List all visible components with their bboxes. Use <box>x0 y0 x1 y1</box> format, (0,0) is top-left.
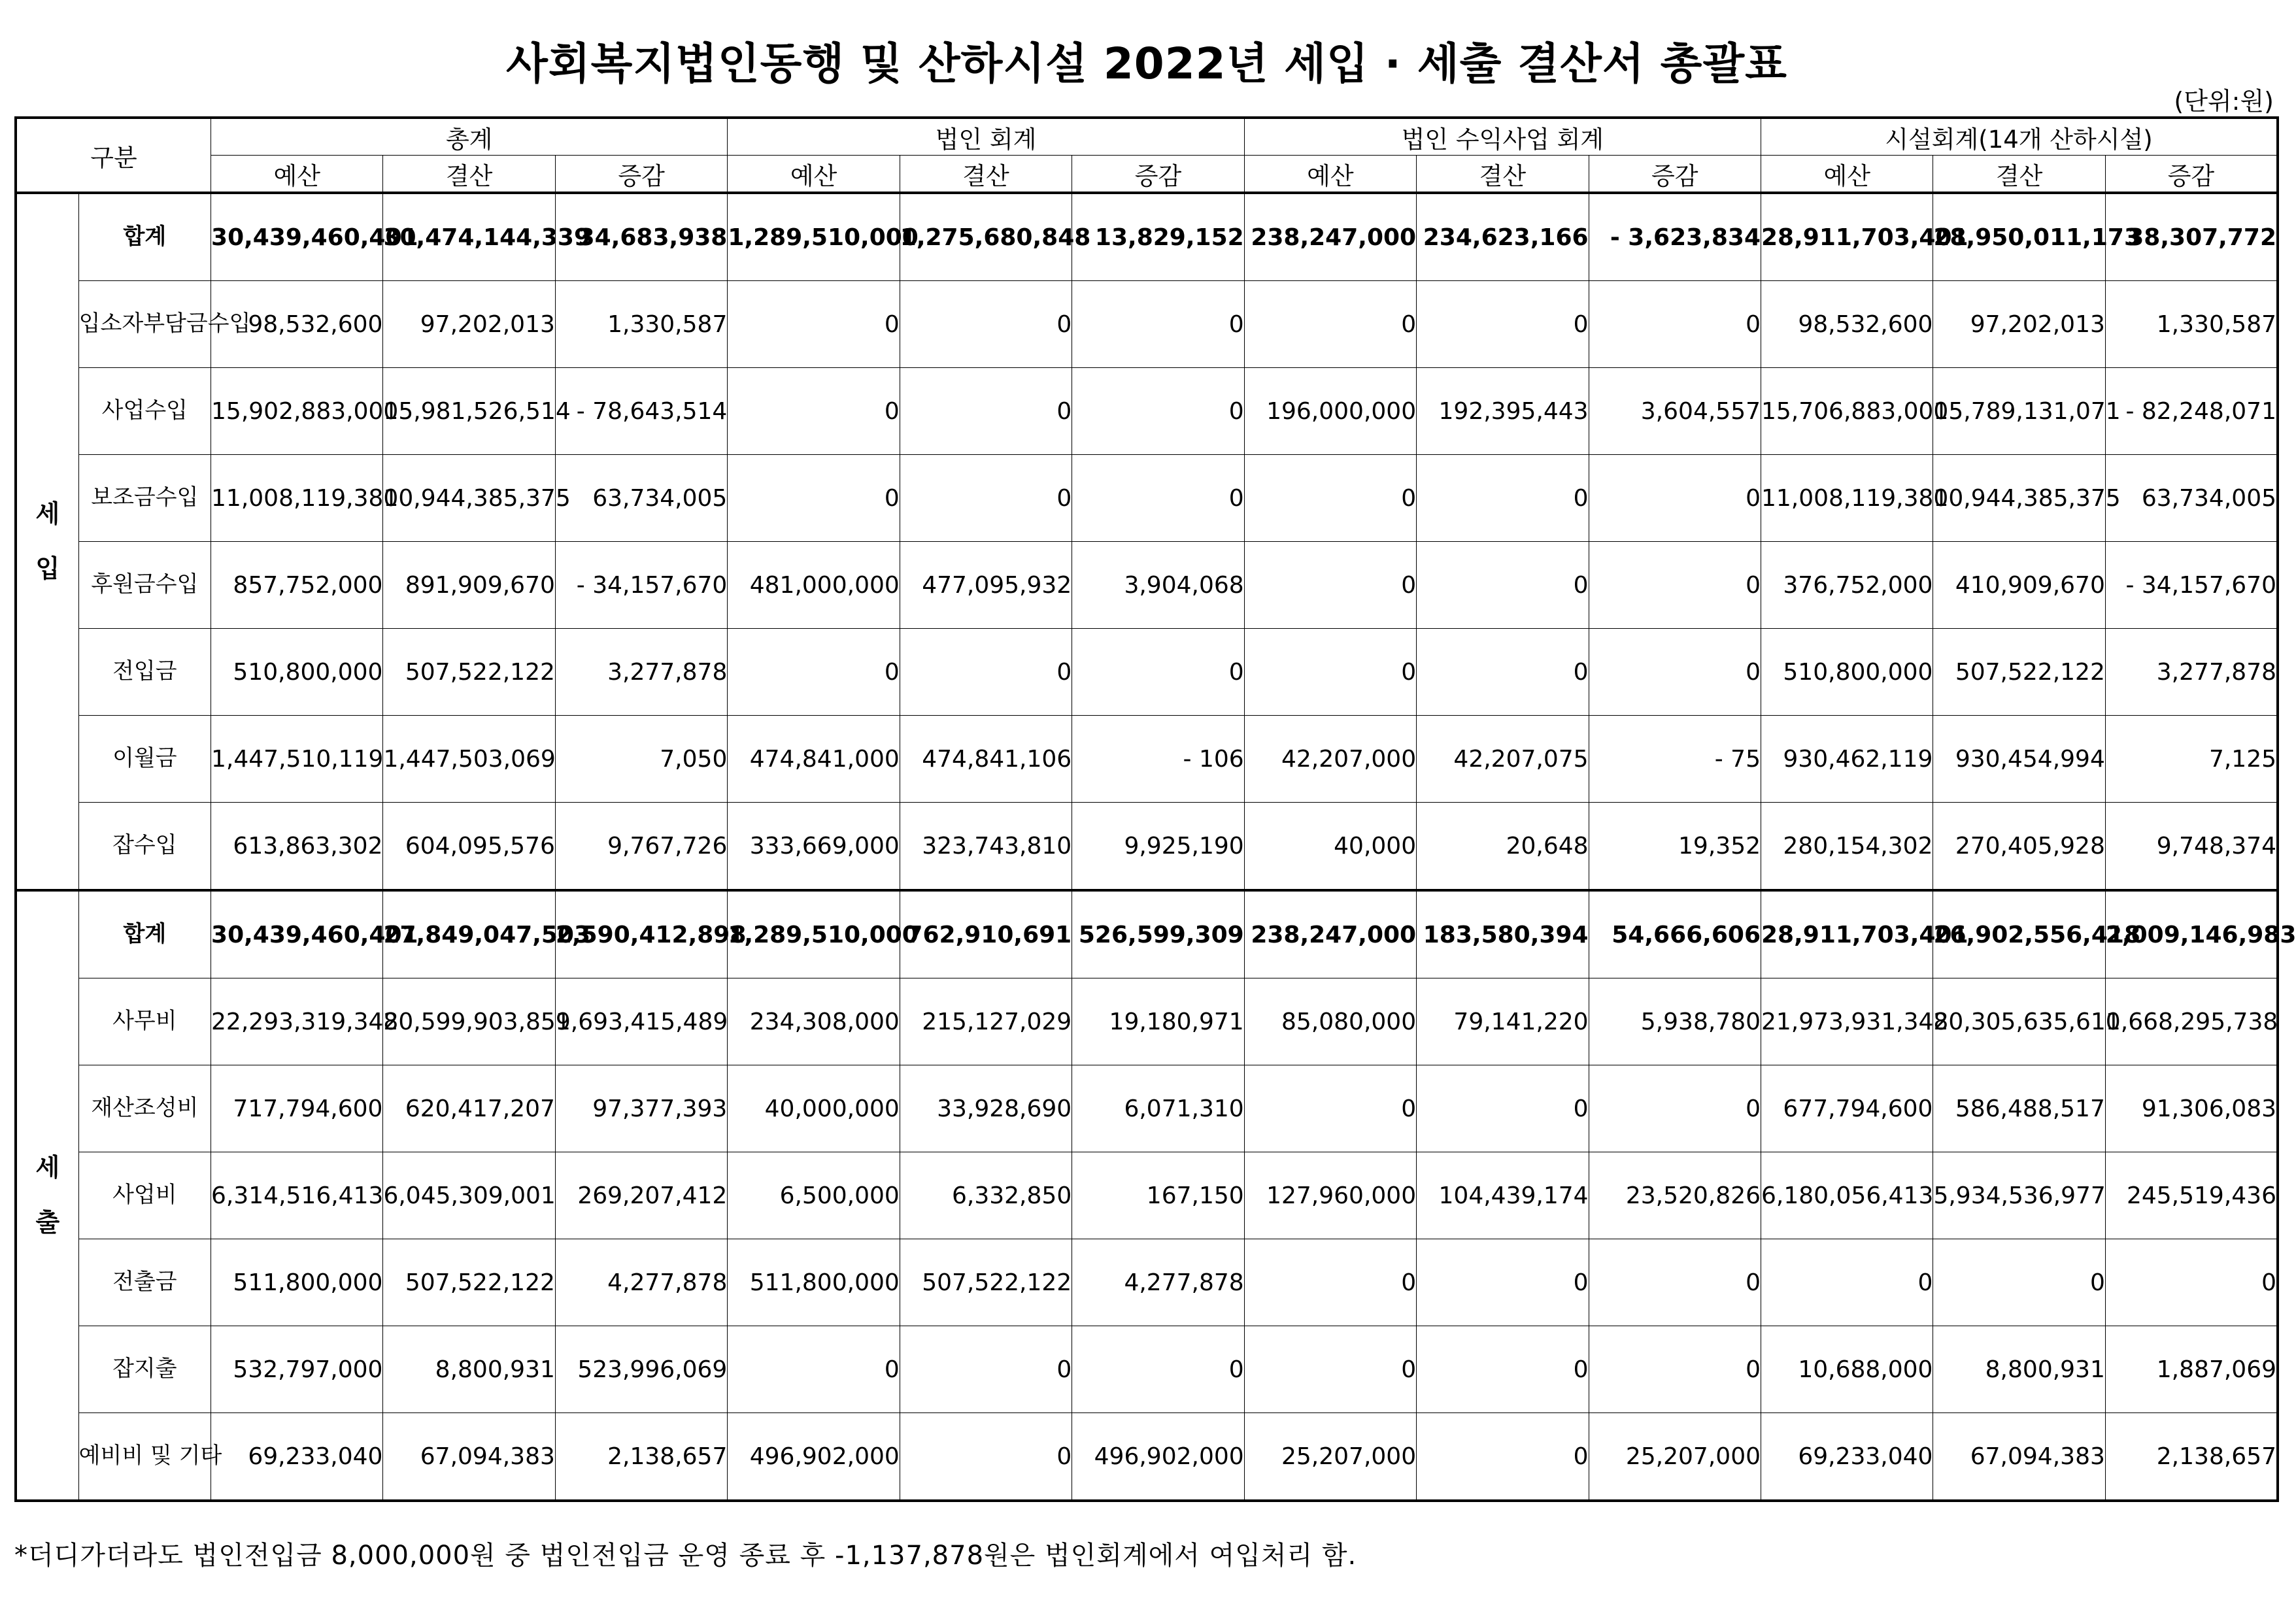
value-cell: 234,623,166 <box>1417 193 1589 281</box>
value-cell: 34,683,938 <box>555 193 727 281</box>
value-cell: 0 <box>900 368 1072 455</box>
value-cell: 0 <box>1072 455 1244 542</box>
value-cell: 238,247,000 <box>1244 890 1416 978</box>
row-label: 합계 <box>78 890 211 978</box>
value-cell: 20,305,635,610 <box>1933 978 2105 1065</box>
value-cell: 0 <box>1589 629 1761 716</box>
table-row <box>16 890 2278 978</box>
value-cell: 510,800,000 <box>211 629 383 716</box>
value-cell: 1,447,503,069 <box>383 716 555 803</box>
value-cell: 0 <box>2105 1239 2278 1326</box>
value-cell: 26,902,556,418 <box>1933 890 2105 978</box>
value-cell: 269,207,412 <box>555 1152 727 1239</box>
value-cell: 930,454,994 <box>1933 716 2105 803</box>
header-category: 구분 <box>16 118 211 193</box>
value-cell: 9,925,190 <box>1072 803 1244 891</box>
value-cell: 604,095,576 <box>383 803 555 891</box>
value-cell: 215,127,029 <box>900 978 1072 1065</box>
value-cell: 10,944,385,375 <box>383 455 555 542</box>
value-cell: 10,944,385,375 <box>1933 455 2105 542</box>
value-cell: 1,447,510,119 <box>211 716 383 803</box>
value-cell: 0 <box>1244 542 1416 629</box>
subheader-row <box>16 156 2278 193</box>
value-cell: 0 <box>1244 629 1416 716</box>
value-cell: 0 <box>1244 455 1416 542</box>
value-cell: 5,938,780 <box>1589 978 1761 1065</box>
value-cell: 762,910,691 <box>900 890 1072 978</box>
value-cell: 15,789,131,071 <box>1933 368 2105 455</box>
value-cell: - 106 <box>1072 716 1244 803</box>
value-cell: 0 <box>1417 542 1589 629</box>
value-cell: 0 <box>1589 1239 1761 1326</box>
value-cell: 192,395,443 <box>1417 368 1589 455</box>
value-cell: 507,522,122 <box>383 1239 555 1326</box>
value-cell: 167,150 <box>1072 1152 1244 1239</box>
value-cell: 3,277,878 <box>2105 629 2278 716</box>
footnote: *더디가더라도 법인전입금 8,000,000원 중 법인전입금 운영 종료 후 -1,137,878원은 법인회계에서 여입처리 함. <box>14 1541 1357 1571</box>
header-group-total: 총계 <box>211 118 728 156</box>
value-cell: 507,522,122 <box>900 1239 1072 1326</box>
value-cell: 6,314,516,413 <box>211 1152 383 1239</box>
value-cell: 1,887,069 <box>2105 1326 2278 1413</box>
value-cell: 3,277,878 <box>555 629 727 716</box>
subheader-1-1: 결산 <box>900 156 1072 193</box>
value-cell: 98,532,600 <box>1761 281 1933 368</box>
value-cell: 11,008,119,380 <box>1761 455 1933 542</box>
value-cell: 526,599,309 <box>1072 890 1244 978</box>
value-cell: 25,207,000 <box>1244 1413 1416 1501</box>
value-cell: 613,863,302 <box>211 803 383 891</box>
value-cell: 20,599,903,859 <box>383 978 555 1065</box>
value-cell: 30,439,460,401 <box>211 193 383 281</box>
value-cell: 196,000,000 <box>1244 368 1416 455</box>
value-cell: 28,950,011,173 <box>1933 193 2105 281</box>
section-label-char: 출 <box>35 1208 60 1237</box>
value-cell: 20,648 <box>1417 803 1589 891</box>
value-cell: 127,960,000 <box>1244 1152 1416 1239</box>
value-cell: 474,841,000 <box>728 716 900 803</box>
value-cell: 891,909,670 <box>383 542 555 629</box>
value-cell: 323,743,810 <box>900 803 1072 891</box>
value-cell: 496,902,000 <box>728 1413 900 1501</box>
value-cell: - 3,623,834 <box>1589 193 1761 281</box>
value-cell: 67,094,383 <box>383 1413 555 1501</box>
value-cell: 85,080,000 <box>1244 978 1416 1065</box>
row-label: 이월금 <box>78 716 211 803</box>
value-cell: 0 <box>1589 281 1761 368</box>
value-cell: 507,522,122 <box>1933 629 2105 716</box>
value-cell: 857,752,000 <box>211 542 383 629</box>
value-cell: 0 <box>900 1326 1072 1413</box>
subheader-0-0: 예산 <box>211 156 383 193</box>
value-cell: 2,138,657 <box>555 1413 727 1501</box>
value-cell: 97,202,013 <box>1933 281 2105 368</box>
section-label <box>16 193 78 890</box>
header-group-revenue-business: 법인 수익사업 회계 <box>1244 118 1761 156</box>
value-cell: 0 <box>1589 455 1761 542</box>
value-cell: 410,909,670 <box>1933 542 2105 629</box>
value-cell: 511,800,000 <box>211 1239 383 1326</box>
value-cell: 30,439,460,401 <box>211 890 383 978</box>
value-cell: 511,800,000 <box>728 1239 900 1326</box>
value-cell: 0 <box>1072 368 1244 455</box>
value-cell: 0 <box>900 281 1072 368</box>
table-row <box>16 1065 2278 1152</box>
value-cell: 620,417,207 <box>383 1065 555 1152</box>
value-cell: 25,207,000 <box>1589 1413 1761 1501</box>
value-cell: 238,247,000 <box>1244 193 1416 281</box>
table-row <box>16 716 2278 803</box>
row-label: 예비비 및 기타 <box>78 1413 211 1501</box>
subheader-0-1: 결산 <box>383 156 555 193</box>
value-cell: 677,794,600 <box>1761 1065 1933 1152</box>
row-label: 사업비 <box>78 1152 211 1239</box>
value-cell: 0 <box>728 1326 900 1413</box>
row-label: 잡수입 <box>78 803 211 891</box>
value-cell: 19,352 <box>1589 803 1761 891</box>
value-cell: 0 <box>1244 281 1416 368</box>
value-cell: 6,332,850 <box>900 1152 1072 1239</box>
value-cell: 6,180,056,413 <box>1761 1152 1933 1239</box>
value-cell: 6,500,000 <box>728 1152 900 1239</box>
row-label: 보조금수입 <box>78 455 211 542</box>
value-cell: 7,125 <box>2105 716 2278 803</box>
value-cell: 8,800,931 <box>383 1326 555 1413</box>
value-cell: 0 <box>1589 1065 1761 1152</box>
value-cell: 28,911,703,401 <box>1761 890 1933 978</box>
value-cell: 0 <box>1417 629 1589 716</box>
table-row <box>16 281 2278 368</box>
value-cell: 2,009,146,983 <box>2105 890 2278 978</box>
value-cell: 9,748,374 <box>2105 803 2278 891</box>
row-label: 입소자부담금수입 <box>78 281 211 368</box>
value-cell: 30,474,144,339 <box>383 193 555 281</box>
value-cell: - 82,248,071 <box>2105 368 2278 455</box>
value-cell: 0 <box>900 1413 1072 1501</box>
value-cell: 1,668,295,738 <box>2105 978 2278 1065</box>
value-cell: 0 <box>1417 1413 1589 1501</box>
value-cell: 1,330,587 <box>2105 281 2278 368</box>
table-row <box>16 1239 2278 1326</box>
value-cell: 0 <box>728 455 900 542</box>
table-row <box>16 1326 2278 1413</box>
value-cell: 717,794,600 <box>211 1065 383 1152</box>
value-cell: 21,973,931,348 <box>1761 978 1933 1065</box>
value-cell: 0 <box>1761 1239 1933 1326</box>
table-row <box>16 542 2278 629</box>
value-cell: 97,202,013 <box>383 281 555 368</box>
row-label: 합계 <box>78 193 211 281</box>
value-cell: 15,981,526,514 <box>383 368 555 455</box>
header-group-corporate: 법인 회계 <box>728 118 1244 156</box>
subheader-0-2: 증감 <box>555 156 727 193</box>
row-label: 전입금 <box>78 629 211 716</box>
header-group-facility: 시설회계(14개 산하시설) <box>1761 118 2278 156</box>
value-cell: 38,307,772 <box>2105 193 2278 281</box>
value-cell: - 34,157,670 <box>2105 542 2278 629</box>
value-cell: 0 <box>1244 1065 1416 1152</box>
value-cell: 79,141,220 <box>1417 978 1589 1065</box>
value-cell: 0 <box>1072 1326 1244 1413</box>
value-cell: 63,734,005 <box>555 455 727 542</box>
row-label: 사무비 <box>78 978 211 1065</box>
subheader-2-1: 결산 <box>1417 156 1589 193</box>
row-label: 잡지출 <box>78 1326 211 1413</box>
value-cell: 69,233,040 <box>211 1413 383 1501</box>
value-cell: 22,293,319,348 <box>211 978 383 1065</box>
table-row <box>16 1152 2278 1239</box>
value-cell: 97,377,393 <box>555 1065 727 1152</box>
value-cell: 0 <box>1589 1326 1761 1413</box>
value-cell: 523,996,069 <box>555 1326 727 1413</box>
row-label: 재산조성비 <box>78 1065 211 1152</box>
value-cell: 245,519,436 <box>2105 1152 2278 1239</box>
value-cell: 42,207,000 <box>1244 716 1416 803</box>
value-cell: 98,532,600 <box>211 281 383 368</box>
row-label: 전출금 <box>78 1239 211 1326</box>
table-row <box>16 368 2278 455</box>
row-label: 후원금수입 <box>78 542 211 629</box>
subheader-3-0: 예산 <box>1761 156 1933 193</box>
value-cell: 13,829,152 <box>1072 193 1244 281</box>
value-cell: 10,688,000 <box>1761 1326 1933 1413</box>
value-cell: 280,154,302 <box>1761 803 1933 891</box>
unit-label: (단위:원) <box>2174 87 2274 116</box>
value-cell: 0 <box>1417 1239 1589 1326</box>
value-cell: 510,800,000 <box>1761 629 1933 716</box>
value-cell: 5,934,536,977 <box>1933 1152 2105 1239</box>
value-cell: 54,666,606 <box>1589 890 1761 978</box>
subheader-1-0: 예산 <box>728 156 900 193</box>
value-cell: 4,277,878 <box>555 1239 727 1326</box>
section-label-char: 입 <box>35 554 60 583</box>
value-cell: 586,488,517 <box>1933 1065 2105 1152</box>
value-cell: 0 <box>1417 1326 1589 1413</box>
value-cell: 15,902,883,000 <box>211 368 383 455</box>
value-cell: 1,693,415,489 <box>555 978 727 1065</box>
value-cell: - 75 <box>1589 716 1761 803</box>
section-label-char: 세 <box>35 1153 60 1182</box>
value-cell: 1,330,587 <box>555 281 727 368</box>
value-cell: 2,138,657 <box>2105 1413 2278 1501</box>
value-cell: 11,008,119,380 <box>211 455 383 542</box>
value-cell: 63,734,005 <box>2105 455 2278 542</box>
subheader-2-0: 예산 <box>1244 156 1416 193</box>
value-cell: 0 <box>1072 629 1244 716</box>
table-row <box>16 1413 2278 1501</box>
subheader-1-2: 증감 <box>1072 156 1244 193</box>
value-cell: 532,797,000 <box>211 1326 383 1413</box>
value-cell: - 34,157,670 <box>555 542 727 629</box>
value-cell: 3,904,068 <box>1072 542 1244 629</box>
value-cell: 0 <box>1933 1239 2105 1326</box>
value-cell: 6,071,310 <box>1072 1065 1244 1152</box>
value-cell: 28,911,703,401 <box>1761 193 1933 281</box>
table-row <box>16 978 2278 1065</box>
value-cell: 1,289,510,000 <box>728 193 900 281</box>
value-cell: 91,306,083 <box>2105 1065 2278 1152</box>
value-cell: 474,841,106 <box>900 716 1072 803</box>
value-cell: 1,289,510,000 <box>728 890 900 978</box>
value-cell: 376,752,000 <box>1761 542 1933 629</box>
table-row <box>16 629 2278 716</box>
value-cell: 33,928,690 <box>900 1065 1072 1152</box>
value-cell: 496,902,000 <box>1072 1413 1244 1501</box>
value-cell: 2,590,412,898 <box>555 890 727 978</box>
value-cell: 333,669,000 <box>728 803 900 891</box>
value-cell: 507,522,122 <box>383 629 555 716</box>
value-cell: 234,308,000 <box>728 978 900 1065</box>
value-cell: - 78,643,514 <box>555 368 727 455</box>
table-row <box>16 455 2278 542</box>
value-cell: 930,462,119 <box>1761 716 1933 803</box>
value-cell: 0 <box>1244 1326 1416 1413</box>
value-cell: 15,706,883,000 <box>1761 368 1933 455</box>
settlement-table <box>14 116 2296 1502</box>
subheader-3-2: 증감 <box>2105 156 2278 193</box>
value-cell: 481,000,000 <box>728 542 900 629</box>
value-cell: 4,277,878 <box>1072 1239 1244 1326</box>
table-row <box>16 803 2278 891</box>
value-cell: 0 <box>1072 281 1244 368</box>
value-cell: 0 <box>900 455 1072 542</box>
value-cell: 0 <box>1417 455 1589 542</box>
value-cell: 0 <box>1589 542 1761 629</box>
value-cell: 0 <box>900 629 1072 716</box>
value-cell: 0 <box>728 629 900 716</box>
value-cell: 9,767,726 <box>555 803 727 891</box>
value-cell: 7,050 <box>555 716 727 803</box>
value-cell: 69,233,040 <box>1761 1413 1933 1501</box>
value-cell: 1,275,680,848 <box>900 193 1072 281</box>
page-title: 사회복지법인동행 및 산하시설 2022년 세입 · 세출 결산서 총괄표 <box>506 39 1787 89</box>
value-cell: 23,520,826 <box>1589 1152 1761 1239</box>
value-cell: 42,207,075 <box>1417 716 1589 803</box>
subheader-3-1: 결산 <box>1933 156 2105 193</box>
section-label-char: 세 <box>35 499 60 528</box>
value-cell: 27,849,047,503 <box>383 890 555 978</box>
row-label: 사업수입 <box>78 368 211 455</box>
value-cell: 6,045,309,001 <box>383 1152 555 1239</box>
value-cell: 0 <box>728 368 900 455</box>
table-body <box>16 193 2296 1501</box>
table-row <box>16 193 2278 281</box>
value-cell: 3,604,557 <box>1589 368 1761 455</box>
section-label <box>16 890 78 1501</box>
value-cell: 183,580,394 <box>1417 890 1589 978</box>
value-cell: 8,800,931 <box>1933 1326 2105 1413</box>
value-cell: 19,180,971 <box>1072 978 1244 1065</box>
subheader-2-2: 증감 <box>1589 156 1761 193</box>
value-cell: 40,000,000 <box>728 1065 900 1152</box>
value-cell: 477,095,932 <box>900 542 1072 629</box>
value-cell: 0 <box>1417 281 1589 368</box>
value-cell: 67,094,383 <box>1933 1413 2105 1501</box>
value-cell: 0 <box>1244 1239 1416 1326</box>
value-cell: 0 <box>1417 1065 1589 1152</box>
value-cell: 0 <box>728 281 900 368</box>
value-cell: 40,000 <box>1244 803 1416 891</box>
value-cell: 270,405,928 <box>1933 803 2105 891</box>
value-cell: 104,439,174 <box>1417 1152 1589 1239</box>
